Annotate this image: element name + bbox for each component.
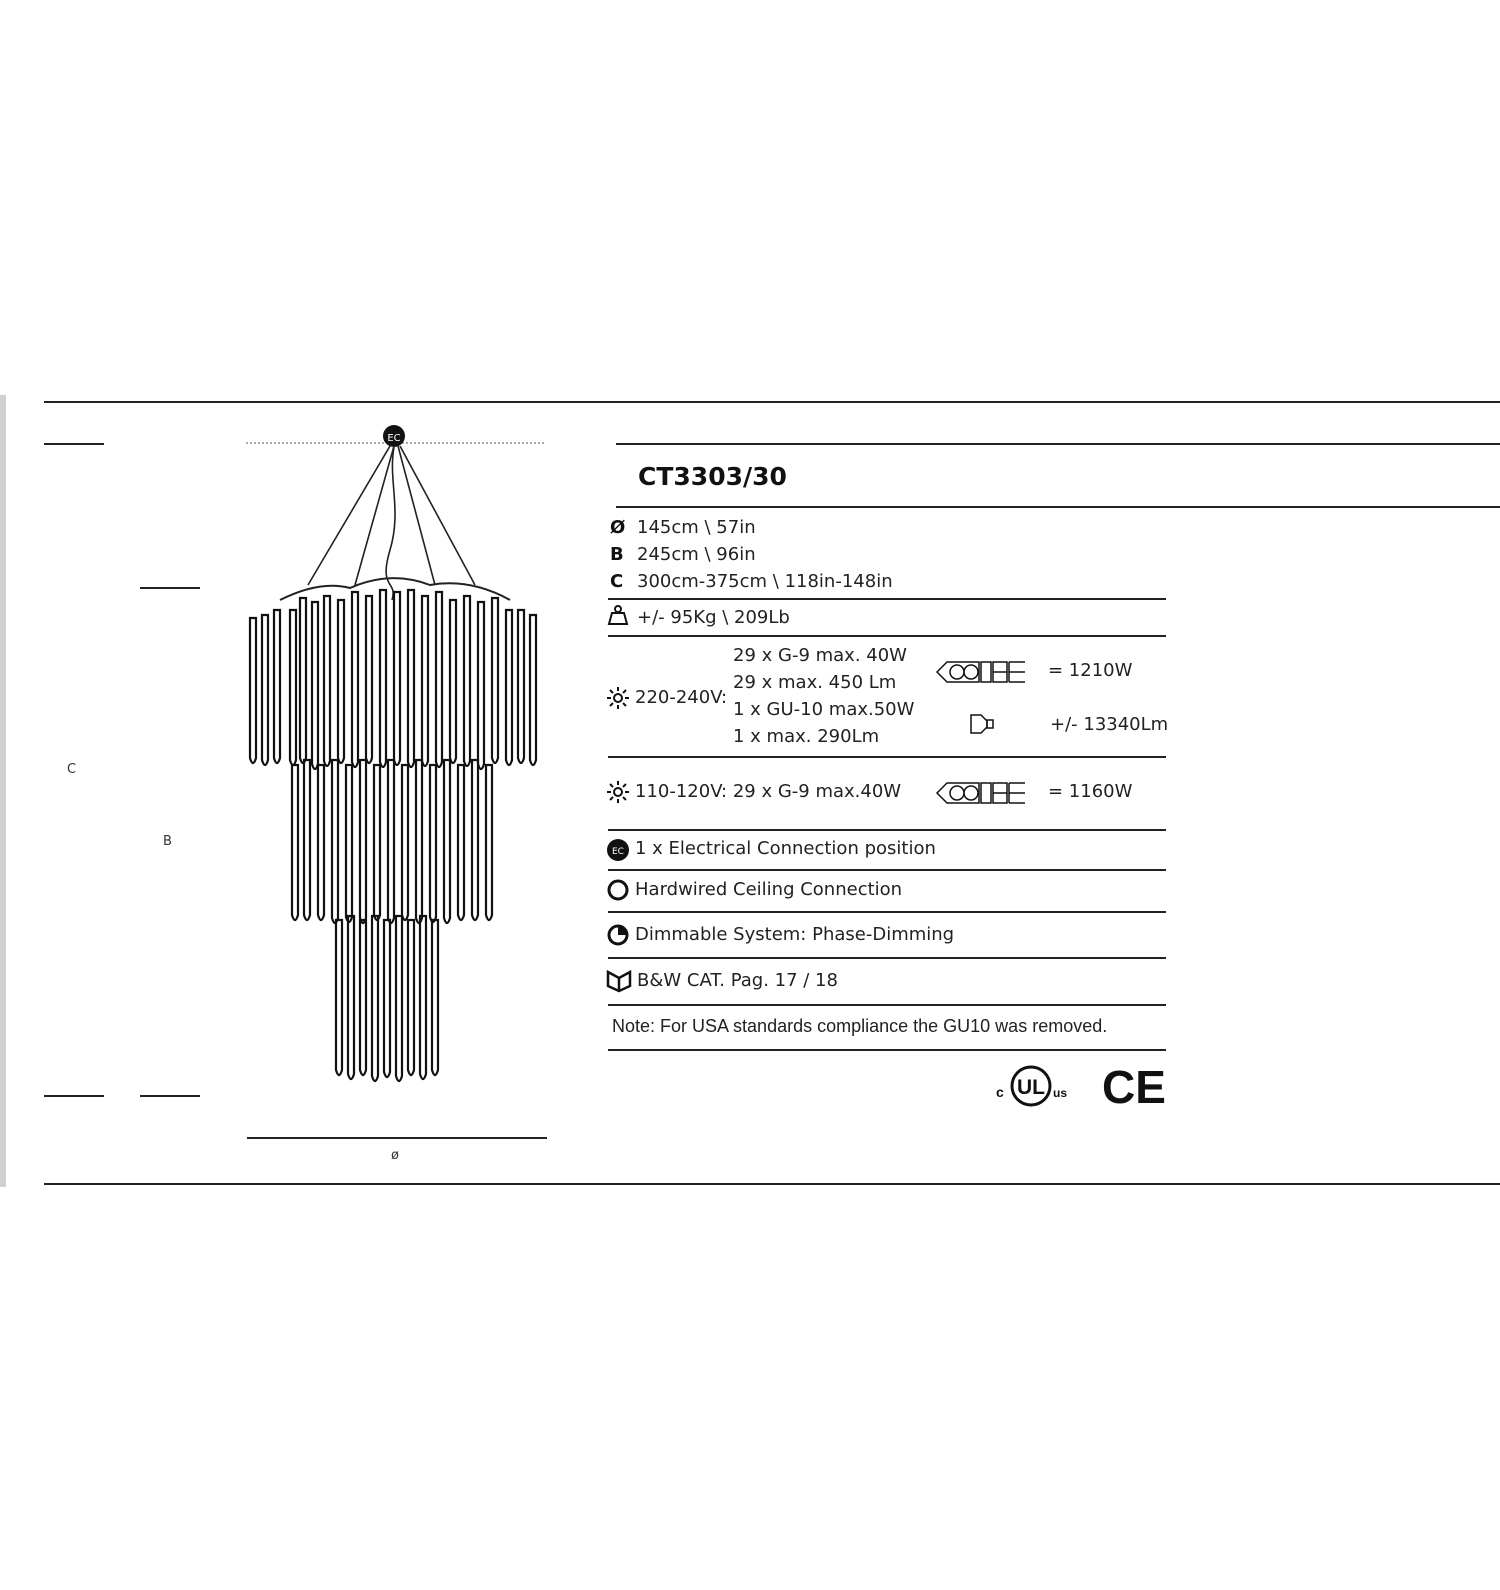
power-220-total-watt: = 1210W (1048, 660, 1133, 681)
g9-bulb-icon (935, 660, 1027, 684)
dim-label-c: C (67, 762, 77, 777)
rule-after-note (608, 1049, 1166, 1051)
spec-top-rule (616, 443, 1500, 445)
top-border (44, 401, 1500, 403)
ec-connection-icon (607, 839, 629, 861)
gu10-bulb-icon (969, 713, 997, 735)
power-220-line-4: 1 x max. 290Lm (733, 726, 880, 747)
weight-value: +/- 95Kg \ 209Lb (637, 607, 790, 628)
ring-icon (607, 879, 629, 901)
title-rule (616, 506, 1500, 508)
rule-after-ec (608, 869, 1166, 871)
voltage-220: 220-240V: (635, 687, 728, 708)
power-220-line-2: 29 x max. 450 Lm (733, 672, 897, 693)
rule-after-catalog (608, 1004, 1166, 1006)
dim-line-b-bottom (140, 1095, 200, 1097)
usa-compliance-note: Note: For USA standards compliance the GU10 was removed. (612, 1016, 1108, 1036)
ce-certification-logo (1102, 1061, 1166, 1113)
height-b-symbol: B (610, 544, 624, 565)
height-c-symbol: C (610, 571, 624, 592)
ul-main-mark: UL (1017, 1076, 1045, 1099)
power-110-total-watt: = 1160W (1048, 781, 1133, 802)
bottom-border (44, 1183, 1500, 1185)
feature-ceiling-label: Hardwired Ceiling Connection (635, 879, 903, 900)
rule-after-110 (608, 829, 1166, 831)
rule-after-dimensions (608, 598, 1166, 600)
dim-line-b-top (140, 587, 200, 589)
rule-after-weight (608, 635, 1166, 637)
height-b-value: 245cm \ 96in (637, 544, 756, 565)
weight-icon (608, 605, 628, 625)
ul-certification-logo (996, 1064, 1074, 1108)
power-220-line-1: 29 x G-9 max. 40W (733, 645, 907, 666)
power-110-text: 110-120V: 29 x G-9 max.40W (635, 781, 902, 802)
ce-mark: CE (1102, 1061, 1166, 1113)
dim-line-diameter (247, 1137, 547, 1139)
rule-after-dimmable (608, 957, 1166, 959)
sun-icon (607, 687, 629, 709)
chandelier-drawing (240, 420, 560, 1100)
feature-ec-label: 1 x Electrical Connection position (635, 838, 936, 859)
ec-marker-label: EC (387, 433, 401, 444)
height-c-value: 300cm-375cm \ 118in-148in (637, 571, 893, 592)
dim-label-diameter: ø (391, 1148, 399, 1163)
dim-label-b: B (163, 834, 172, 849)
power-220-line-3: 1 x GU-10 max.50W (733, 699, 915, 720)
svg-text:EC: EC (612, 847, 624, 857)
ul-us-mark: us (1053, 1086, 1068, 1100)
diameter-symbol: Ø (610, 517, 626, 538)
rule-after-ceiling (608, 911, 1166, 913)
ul-c-mark: c (996, 1084, 1004, 1100)
power-220-total-lumen: +/- 13340Lm (1050, 714, 1169, 735)
feature-dimmable-label: Dimmable System: Phase-Dimming (635, 924, 955, 945)
left-edge-bar (0, 395, 6, 1187)
dim-line-c-bottom (44, 1095, 104, 1097)
g9-bulb-icon-110 (935, 781, 1027, 805)
dim-line-c-top (44, 443, 104, 445)
feature-catalog-label: B&W CAT. Pag. 17 / 18 (637, 970, 838, 991)
diameter-value: 145cm \ 57in (637, 517, 756, 538)
sun-icon-110 (607, 781, 629, 803)
dimmer-icon (607, 924, 629, 946)
rule-after-220 (608, 756, 1166, 758)
catalog-icon (607, 970, 631, 992)
product-code: CT3303/30 (638, 462, 787, 491)
